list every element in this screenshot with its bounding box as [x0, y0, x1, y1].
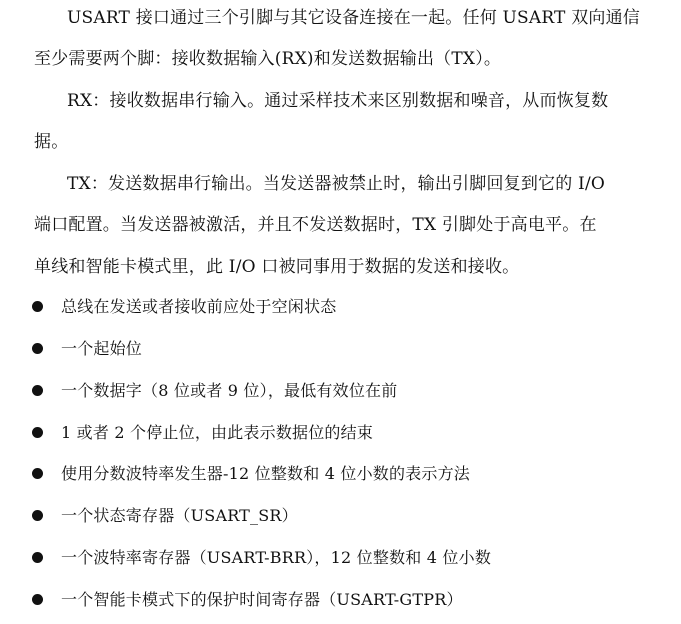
list-item-text: 1 或者 2 个停止位，由此表示数据位的结束 [61, 423, 374, 442]
paragraph-3-line-1: TX：发送数据串行输出。当发送器被禁止时，输出引脚回复到它的 I/O [67, 174, 606, 194]
list-item-text: 一个数据字（8 位或者 9 位），最低有效位在前 [61, 381, 398, 400]
bullet-icon [32, 427, 43, 438]
bullet-icon [32, 468, 43, 479]
list-item [0, 463, 681, 485]
list-item-text: 一个起始位 [61, 339, 143, 358]
paragraph-3-line-3: 单线和智能卡模式里，此 I/O 口被同事用于数据的发送和接收。 [34, 257, 520, 277]
bullet-icon [32, 594, 43, 605]
list-item [0, 296, 681, 318]
list-item [0, 380, 681, 402]
bullet-icon [32, 301, 43, 312]
bullet-icon [32, 385, 43, 396]
list-item [0, 422, 681, 444]
paragraph-2-line-1: RX：接收数据串行输入。通过采样技术来区别数据和噪音，从而恢复数 [67, 91, 609, 111]
list-item [0, 589, 681, 611]
bullet-icon [32, 343, 43, 354]
list-item [0, 505, 681, 527]
paragraph-3-line-2: 端口配置。当发送器被激活，并且不发送数据时，TX 引脚处于高电平。在 [34, 215, 597, 235]
paragraph-1-line-2: 至少需要两个脚：接收数据输入(RX)和发送数据输出（TX）。 [34, 49, 502, 69]
list-item-text: 一个状态寄存器（USART_SR） [61, 506, 298, 525]
paragraph-2-line-2: 据。 [34, 132, 69, 152]
list-item-text: 一个智能卡模式下的保护时间寄存器（USART-GTPR） [61, 590, 463, 609]
bullet-icon [32, 510, 43, 521]
list-item-text: 一个波特率寄存器（USART-BRR），12 位整数和 4 位小数 [61, 548, 492, 567]
list-item-text: 使用分数波特率发生器-12 位整数和 4 位小数的表示方法 [61, 464, 471, 483]
list-item-text: 总线在发送或者接收前应处于空闲状态 [61, 297, 337, 316]
list-item [0, 547, 681, 569]
list-item [0, 338, 681, 360]
paragraph-1-line-1: USART 接口通过三个引脚与其它设备连接在一起。任何 USART 双向通信 [67, 8, 640, 28]
bullet-icon [32, 552, 43, 563]
